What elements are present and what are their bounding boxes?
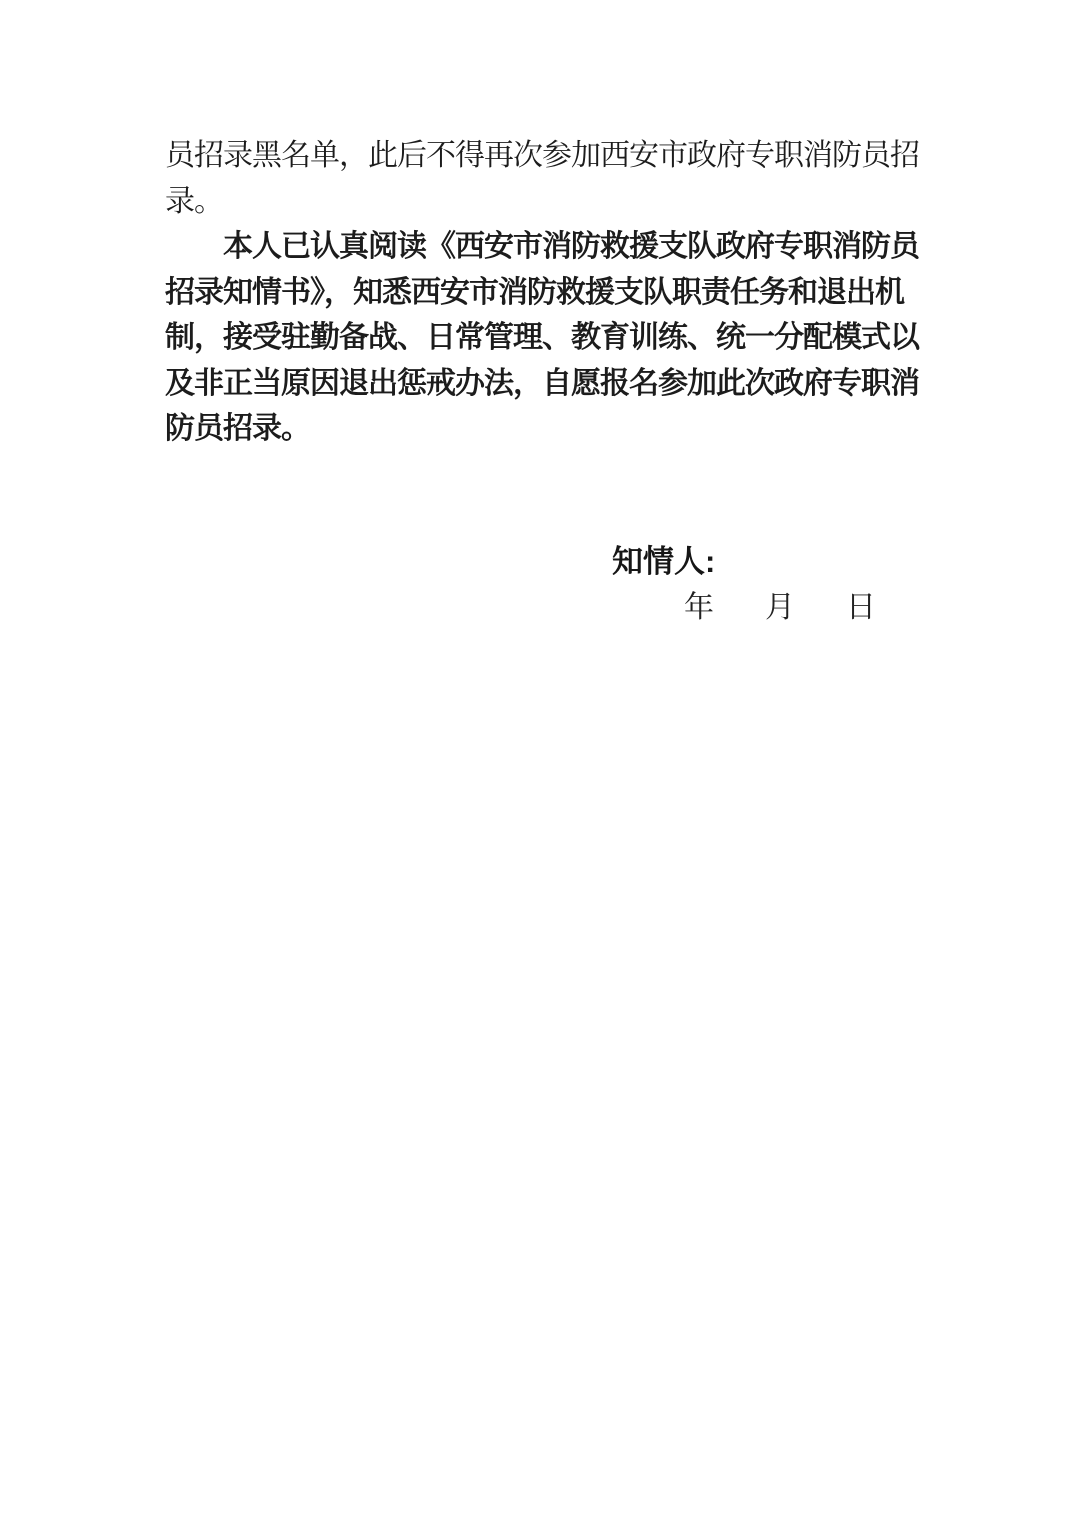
signer-label: 知情人: <box>612 544 716 579</box>
paragraph-statement-line-4: 及非正当原因退出惩戒办法，自愿报名参加此次政府专职消 <box>165 366 919 400</box>
signature-date-line <box>684 592 876 623</box>
date-year-label: 年 <box>684 591 714 624</box>
paragraph-continuation-line-2: 录。 <box>165 184 223 218</box>
paragraph-statement-line-5: 防员招录。 <box>165 412 310 445</box>
paragraph-statement-line-3: 制，接受驻勤备战、日常管理、教育训练、统一分配模式以 <box>165 321 919 354</box>
date-month-label: 月 <box>765 591 795 624</box>
paragraph-statement-line-1: 本人已认真阅读《西安市消防救援支队政府专职消防员 <box>223 230 919 263</box>
paragraph-continuation-line-1: 员招录黑名单，此后不得再次参加西安市政府专职消防员招 <box>165 139 919 172</box>
date-day-label: 日 <box>846 591 876 624</box>
document-body <box>165 133 925 452</box>
paragraph-statement-line-2: 招录知情书》，知悉西安市消防救援支队职责任务和退出机 <box>165 275 904 309</box>
